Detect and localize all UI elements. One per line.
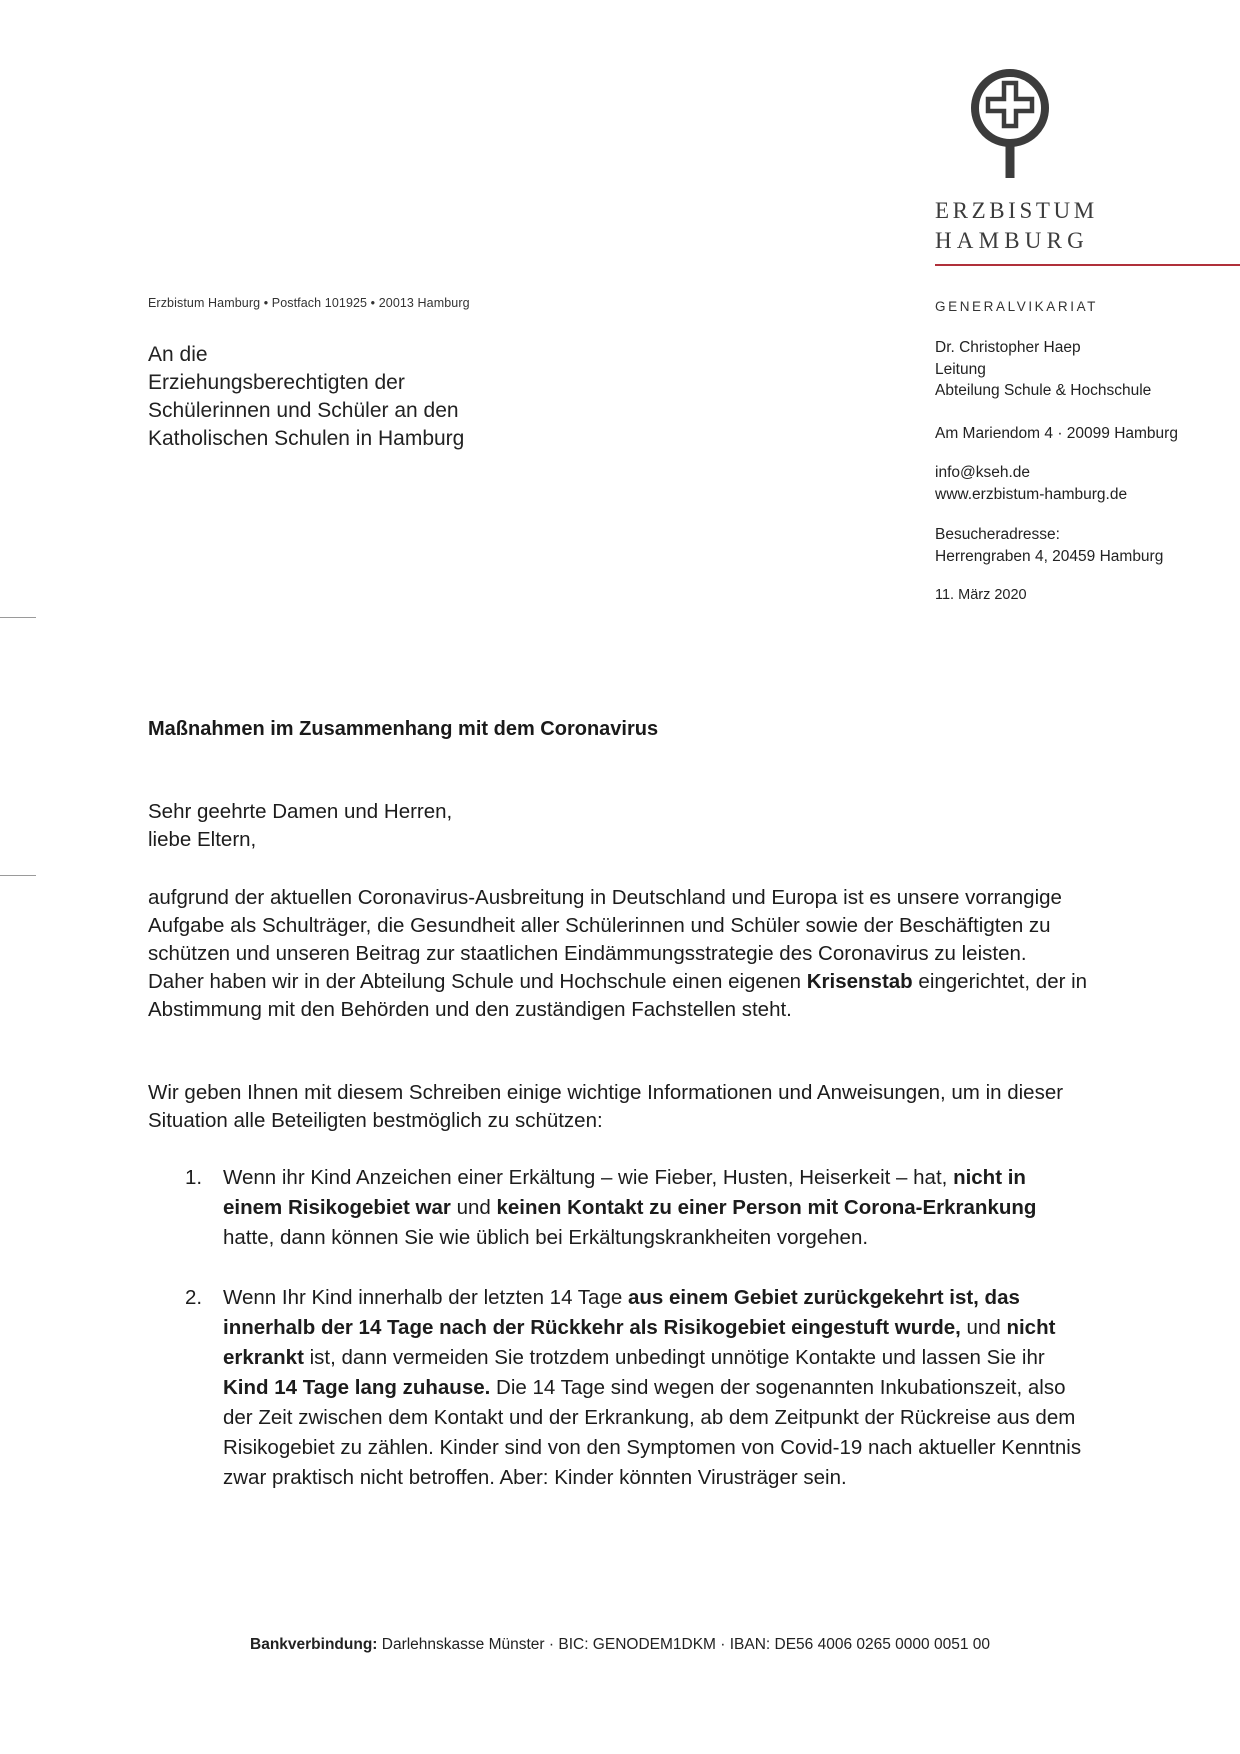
list-item-number: 1. [185, 1166, 203, 1189]
list-item [148, 1283, 1088, 1493]
fold-mark-top [0, 617, 36, 618]
bank-details-label: Bankverbindung: [250, 1636, 378, 1653]
postal-address: Am Mariendom 4 · 20099 Hamburg [935, 425, 1178, 442]
brand-line-2: HAMBURG [935, 228, 1089, 253]
recipient-line: Erziehungsberechtigten der [148, 371, 405, 394]
fold-mark-punch [0, 875, 36, 876]
list-item-text: ist, dann vermeiden Sie trotzdem unbedingt unnötige Kontakte und lassen Sie ihr [309, 1346, 1045, 1369]
list-item-text: Wenn Ihr Kind innerhalb der letzten 14 Tage [223, 1286, 623, 1309]
contact-block [935, 337, 1151, 402]
brand-divider [935, 264, 1240, 266]
email-link[interactable]: info@kseh.de [935, 464, 1031, 481]
contact-name: Dr. Christopher Haep [935, 339, 1081, 356]
sender-return-address: Erzbistum Hamburg • Postfach 101925 • 20013 Hamburg [148, 296, 470, 310]
bank-details-text: Darlehnskasse Münster · BIC: GENODEM1DKM · IBAN: DE56 4006 0265 0000 0051 00 [381, 1636, 990, 1653]
list-item-text: und [456, 1196, 491, 1219]
website-link[interactable]: www.erzbistum-hamburg.de [935, 485, 1128, 503]
department-heading: GENERALVIKARIAT [935, 299, 1099, 314]
list-item [148, 1163, 1088, 1253]
recipient-block [148, 341, 464, 453]
archdiocese-cross-logo-icon [968, 68, 1052, 180]
letter-subject: Maßnahmen im Zusammenhang mit dem Coronavirus [148, 718, 659, 740]
list-item-emphasis: nicht in einem Risikogebiet war [223, 1166, 1026, 1219]
salutation-line: Sehr geehrte Damen und Herren, [148, 800, 453, 823]
recipient-line: Schülerinnen und Schüler an den [148, 399, 459, 422]
list-item-text: hatte, dann können Sie wie üblich bei Erkältungskrankheiten vorgehen. [223, 1226, 869, 1249]
contact-online [935, 462, 1127, 505]
brand-wordmark [935, 196, 1098, 256]
recipient-line: An die [148, 343, 208, 366]
list-item-text: Wenn ihr Kind Anzeichen einer Erkältung – wie Fieber, Husten, Heiserkeit – hat, [223, 1166, 948, 1189]
contact-unit: Abteilung Schule & Hochschule [935, 382, 1152, 399]
list-item-emphasis: aus einem Gebiet zurückgekehrt ist, das innerhalb der 14 Tage nach der Rückkehr als Risikogebiet eingestuft wurde, [223, 1286, 1020, 1339]
visitor-address-label: Besucheradresse: [935, 526, 1060, 543]
list-item-emphasis: nicht erkrankt [223, 1316, 1056, 1369]
bank-details-footer [0, 1636, 1240, 1654]
visitor-address [935, 524, 1163, 567]
paragraph-intro [148, 884, 1088, 1024]
list-item-emphasis: Kind 14 Tage lang zuhause. [223, 1376, 491, 1399]
salutation-line: liebe Eltern, [148, 828, 257, 851]
list-item-text: Die 14 Tage sind wegen der sogenannten Inkubationszeit, also der Zeit zwischen dem Kontakt und der Erkrankung, ab dem Zeitpunkt der Rückreise aus dem Risikogebiet zu zählen. Kinder sind von den Symptomen von Covid-19 nach aktueller Kenntnis zwar praktisch nicht betroffen. Aber: Kinder könnten Virusträger sein. [223, 1376, 1082, 1489]
list-item-emphasis: keinen Kontakt zu einer Person mit Corona-Erkrankung [496, 1196, 1037, 1219]
paragraph-instructions-intro: Wir geben Ihnen mit diesem Schreiben einige wichtige Informationen und Anweisungen, um in dieser Situation alle Beteiligten bestmöglich zu schützen: [148, 1081, 1064, 1132]
list-item-text: und [966, 1316, 1001, 1339]
paragraph-text: aufgrund der aktuellen Coronavirus-Ausbreitung in Deutschland und Europa ist es unsere vorrangige Aufgabe als Schulträger, die Gesundheit aller Schülerinnen und Schüler sowie der Beschäftigten zu schützen und unseren Beitrag zur staatlichen Eindämmungsstrategie des Coronavirus zu leisten. Daher haben wir in der Abteilung Schule und Hochschule einen eigenen [148, 886, 1062, 993]
recipient-line: Katholischen Schulen in Hamburg [148, 427, 465, 450]
instruction-list [148, 1163, 1088, 1493]
paragraph-text: eingerichtet, der in Abstimmung mit den Behörden und den zuständigen Fachstellen steht. [148, 970, 1088, 1021]
brand-line-1: ERZBISTUM [935, 198, 1098, 223]
contact-role: Leitung [935, 360, 986, 378]
letter-date: 11. März 2020 [935, 587, 1027, 603]
salutation [148, 798, 452, 854]
visitor-address-value: Herrengraben 4, 20459 Hamburg [935, 547, 1164, 565]
paragraph-emphasis: Krisenstab [806, 970, 913, 993]
list-item-number: 2. [185, 1286, 203, 1309]
